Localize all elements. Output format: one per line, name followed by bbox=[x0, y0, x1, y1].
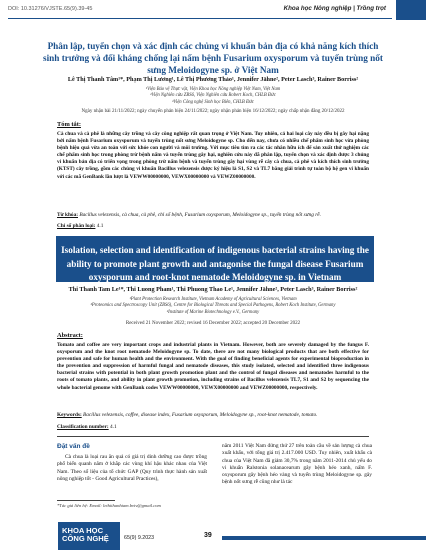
english-title-box bbox=[56, 236, 374, 282]
authors-vi: Lê Thị Thanh Tâm¹*, Phạm Thị Lương¹, Lê Thị Phương Thảo¹, Jennifer Jähne², Peter Lasch³, Rainer Borriss² bbox=[67, 76, 359, 83]
classification-en bbox=[57, 424, 369, 431]
affiliation-vi-2: ²Viện Nghiên cứu ZBS6, Viện Nghiên cứu Robert Koch, CHLB Đức bbox=[150, 93, 276, 99]
abstract-en: Tomato and coffee are very important crops and industrial plants in Vietnam. However, both are severely damaged by the fungus F. oxysporum and the knot root nematode Meloidogyne sp. To date, there are not many biological products that are both effective for prevention and safe for human health and the environment. With the goal of finding beneficial agents for experimental bioproduction in the prevention and suppression of harmful fungal and nematode diseases, this study isolated, selected and identified three indigenous bacterial strains with potential in both plant growth promotion plant and the control of fungal diseases and nematodes harmful to the roots of tomato plants, and ability in plant growth promotion, including strains of Bacillus velezensis TL7, S1 and S2 by sequencing the whole bacterial genome with GenBank codes VEWW00000000, VEWX00000000 and VEWZ00000000, respectively. bbox=[57, 342, 369, 391]
keywords-text-en: Bacillus velezensis, coffee, disease index, Fusarium oxysporum, Meloidogyne sp., root-knot nematode, tomato. bbox=[83, 412, 318, 418]
logo-line-1: KHOA HỌC bbox=[62, 526, 104, 535]
classification-value-vi: 4.1 bbox=[96, 223, 104, 229]
footer-stripe bbox=[222, 536, 426, 540]
journal-logo bbox=[58, 522, 120, 550]
issue-label: 65(9) 9.2023 bbox=[124, 535, 155, 541]
affiliation-vi-3: ³Viện Công nghệ Sinh học Biên, CHLB Đức bbox=[172, 99, 254, 105]
page-footer bbox=[0, 518, 426, 556]
doi-label: DOI: 10.31276/VJSTE.65(9).39-45 bbox=[8, 6, 93, 12]
header-rule bbox=[8, 18, 392, 19]
affiliation-en-3: ³Institute of Marine Biotechnology e.V., Germany bbox=[166, 309, 260, 315]
affiliations-vi bbox=[60, 87, 366, 106]
intro-left-column: Cà chua là loại rau ăn quả có giá trị dinh dưỡng cao được trồng phổ biến quanh năm ở khắp các vùng khí hậu khác nhau của Việt Nam. Theo số liệu của tổ chức GAP (Quy trình thực hành sản xuất nông nghiệp tốt - Good Agricultural Practices), bbox=[57, 454, 207, 482]
header-color-tab bbox=[396, 0, 426, 20]
dates-vi: Ngày nhận bài 21/11/2022; ngày chuyển phản biện 24/11/2022; ngày nhận phản biện 16/12/2022; ngày chấp nhận đăng 20/12/2022 bbox=[81, 109, 345, 114]
keywords-label-en: Keywords: bbox=[57, 412, 82, 418]
section-label: Khoa học Nông nghiệp | Trồng trọt bbox=[283, 5, 386, 12]
keywords-label-vi: Từ khóa: bbox=[57, 212, 78, 218]
abstract-vi: Cà chua và cà phê là những cây trồng và cây công nghiệp rất quan trọng ở Việt Nam. Tuy nhiên, cả hai loại cây này đều bị gây hại nặng bởi nấm bệnh Fusarium oxysporum và tuyến trùng nốt sưng Meloidogyne sp. Cho đến nay, chưa có nhiều chế phẩm sinh học vừa phòng bệnh hiệu quả vừa an toàn với sức khỏe con người và môi trường. Với mục tiêu tìm ra các tác nhân hữu ích để sản xuất thử nghiệm các chế phẩm sinh học trong phòng trừ bệnh nấm và tuyến trùng gây hại, nghiên cứu này đã phân lập, tuyển chọn và xác định được 3 chủng vi khuẩn bản địa có triển vọng trong phòng trừ nấm bệnh và tuyến trùng gây hại vùng rễ cây cà chua, cà phê và kích thích sinh trưởng (KTST) cây trồng, gồm các chủng vi khuẩn Bacillus velezensis được ký hiệu là S1, S2 và TL7 bằng giải trình tự toàn bộ hệ gen vi khuẩn với các mã GenBank lần lượt là VEWW00000000, VEWX00000000 và VEWZ00000000. bbox=[57, 131, 369, 180]
abstract-label-en: Abstract: bbox=[57, 332, 83, 339]
article-title-vi: Phân lập, tuyển chọn và xác định các chủng vi khuẩn bản địa có khả năng kích thích sinh trưởng và đối kháng chống lại nấm bệnh Fusarium oxysporum và tuyến trùng nốt sưng Meloidogyne sp. ở Việt Nam bbox=[43, 41, 383, 75]
classification-vi bbox=[57, 223, 369, 230]
classification-label-en: Classification number: bbox=[57, 424, 109, 430]
intro-heading: Đặt vấn đề bbox=[57, 443, 90, 450]
page-header bbox=[0, 0, 426, 22]
authors-en: Thi Thanh Tam Le¹*, Thi Luong Pham¹, Thi Phuong Thao Le¹, Jennifer Jähne², Peter Lasch³, Rainer Borriss² bbox=[68, 286, 358, 293]
keywords-text-vi: Bacillus velezensis, cà chua, cà phê, chỉ số bệnh, Fusarium oxysporum, Meloidogyne sp., tuyến trùng nốt sưng rễ. bbox=[79, 212, 321, 218]
affiliations-en bbox=[60, 297, 366, 316]
section-divider bbox=[57, 436, 369, 437]
keywords-vi bbox=[57, 212, 369, 219]
affiliation-en-2: ²Proteomics and Spectroscopy Unit (ZBS6), Centre for Biological Threats and Special Pathogens, Robert Koch Institute, Germany bbox=[90, 303, 336, 309]
page-number: 39 bbox=[204, 532, 212, 539]
dates-en: Received 21 November 2022; revised 16 December 2022; accepted 20 December 2022 bbox=[125, 321, 301, 326]
corresponding-author-footnote: *Tác giả liên hệ: Email: lethithanhtam.bvtv@gmail.com bbox=[57, 503, 161, 508]
abstract-label-vi: Tóm tắt: bbox=[57, 121, 81, 128]
article-title-en: Isolation, selection and identification of indigenous bacterial strains having the ability to promote plant growth and antagonise the fungal disease Fusarium oxysporum and root-knot nematode Meloidogyne sp. in Vietnam bbox=[61, 245, 369, 282]
affiliation-vi-1: ¹Viện Bảo vệ Thực vật, Viện Khoa học Nông nghiệp Việt Nam, Việt Nam bbox=[145, 87, 281, 92]
logo-line-2: CÔNG NGHỆ bbox=[62, 534, 109, 543]
classification-value-en: 4.1 bbox=[109, 424, 117, 430]
intro-right-column: năm 2011 Việt Nam đứng thứ 27 trên toàn cầu về sản lượng cà chua xuất khẩu, với tổng giá trị 2.417.000 USD. Tuy nhiên, xuất khẩu cà chua của Việt Nam đã giảm 30,7% trong năm 2011-2014 chủ yếu do vi khuẩn Ralstonia solanacearum gây bệnh héo xanh, nấm F. oxysporum gây bệnh héo vàng và tuyến trùng Meloidogyne sp. gây bệnh nốt sưng rễ cũng như là tác bbox=[222, 443, 372, 486]
classification-label-vi: Chỉ số phân loại: bbox=[57, 223, 96, 229]
keywords-en bbox=[57, 412, 369, 419]
affiliation-en-1: ¹Plant Protection Research Institute, Vietnam Academy of Agricultural Sciences, Vietnam bbox=[129, 297, 297, 302]
footnote-rule bbox=[57, 500, 115, 501]
